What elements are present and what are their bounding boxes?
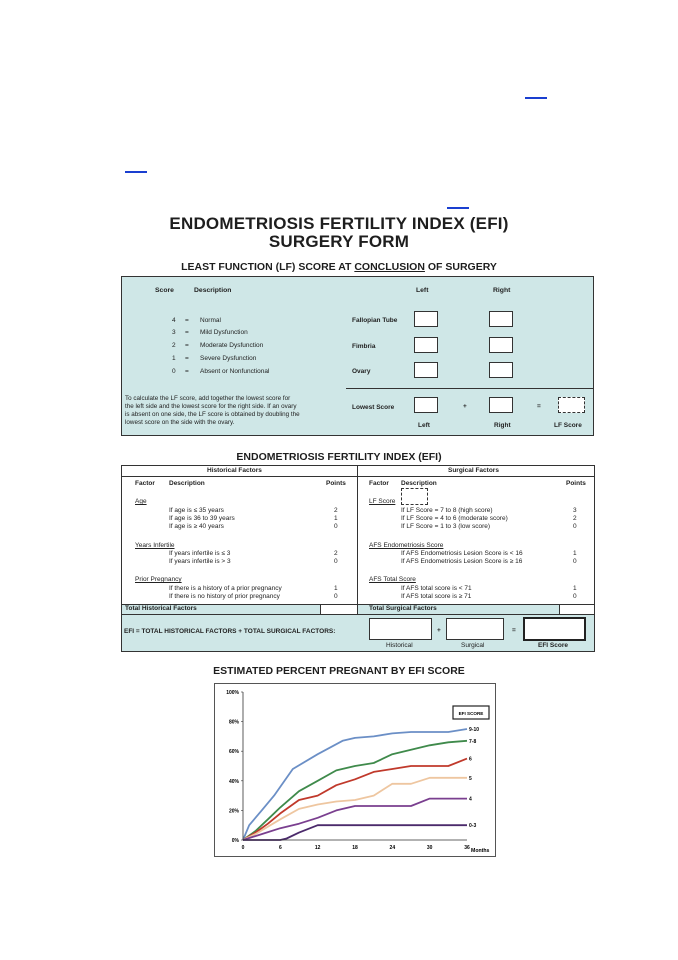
factor-row-pts: 1 [573,585,577,592]
scale-label: Absent or Nonfunctional [200,368,270,375]
factor-row-pts: 1 [573,550,577,557]
factor-row-pts: 2 [334,507,338,514]
structure-label-ovary: Ovary [352,368,371,375]
historical-factors-header: Historical Factors [207,467,262,474]
factor-row-desc: If age is 36 to 39 years [169,515,235,522]
series-line-4 [243,799,467,840]
plus-sign: + [463,403,467,410]
efi-header-line [122,476,594,477]
lf-instructions-line: To calculate the LF score, add together the lowest score for [125,395,291,402]
series-end-label: 5 [469,775,472,782]
scale-eq: = [185,368,189,375]
y-tick-label: 100% [226,690,239,696]
series-end-label: 4 [469,796,472,803]
efi-table [121,465,595,652]
efi-plus-sign: + [437,627,441,634]
efi-pregnancy-chart [215,684,495,856]
factor-row-pts: 2 [334,550,338,557]
lf-instructions [125,395,343,427]
factor-afs-total: AFS Total Score [369,576,416,583]
structure-label-fallopian-tube: Fallopian Tube [352,317,398,324]
x-tick-label: 12 [314,845,321,851]
scale-score: 1 [172,355,176,362]
y-tick-label: 20% [228,808,239,815]
lf-instructions-line: lowest score on the side with the ovary. [125,419,235,426]
factor-age: Age [135,498,147,505]
lf-header-right: Right [493,287,511,294]
legend-title: EFI SCORE [458,711,484,716]
link-underline-1[interactable] [525,97,547,99]
lf-score-reference-box [401,488,428,505]
scale-score: 2 [172,342,176,349]
efi-section-title: ENDOMETRIOSIS FERTILITY INDEX (EFI) [236,451,442,463]
factor-row-pts: 1 [334,585,338,592]
lf-score-panel [121,276,594,436]
scale-eq: = [185,342,189,349]
structure-label-fimbria: Fimbria [352,343,376,350]
factor-row-desc: If LF Score = 7 to 8 (high score) [401,507,493,514]
lf-divider [346,388,594,389]
total-surgical-label: Total Surgical Factors [369,605,437,612]
hist-col-factor: Factor [135,480,155,487]
factor-row-pts: 0 [334,593,338,600]
factor-row-desc: If years infertile is ≤ 3 [169,550,231,557]
lf-score-result-input[interactable] [558,397,585,413]
lf-title-underlined: CONCLUSION [354,261,425,273]
y-tick-label: 0% [231,838,239,844]
factor-row-desc: If AFS total score is < 71 [401,585,472,592]
total-historical-label: Total Historical Factors [125,605,197,612]
factor-row-desc: If there is a history of a prior pregnancy [169,585,282,592]
footer-left-label: Left [418,422,430,429]
efi-chart-frame [214,683,496,857]
x-tick-label: 30 [426,845,433,851]
series-end-label: 6 [469,756,472,763]
x-axis-label: Months [471,848,490,854]
factor-row-pts: 1 [334,515,338,522]
factor-row-desc: If age is ≤ 35 years [169,507,224,514]
factor-row-desc: If LF Score = 1 to 3 (low score) [401,523,491,530]
efi-equals-sign: = [512,627,516,634]
surg-col-description: Description [401,480,437,487]
total-surgical-input[interactable] [560,605,594,614]
factor-row-desc: If AFS Endometriosis Lesion Score is ≥ 16 [401,558,523,565]
hist-col-description: Description [169,480,205,487]
scale-label: Moderate Dysfunction [200,342,264,349]
factor-row-pts: 0 [573,558,577,565]
x-tick-label: 36 [464,845,470,851]
surgical-total-input[interactable] [446,618,504,640]
footer-right-label: Right [494,422,511,429]
surgical-box-label: Surgical [461,642,485,649]
efi-formula-label: EFI = TOTAL HISTORICAL FACTORS + TOTAL SURGICAL FACTORS: [124,628,336,635]
efi-score-input[interactable] [523,617,586,641]
factor-row-desc: If LF Score = 4 to 6 (moderate score) [401,515,508,522]
scale-label: Mild Dysfunction [200,329,248,336]
equals-sign: = [537,403,541,410]
y-tick-label: 80% [228,719,239,726]
chart-title: ESTIMATED PERCENT PREGNANT BY EFI SCORE [213,665,465,677]
factor-row-pts: 0 [334,523,338,530]
hist-col-points: Points [326,480,346,487]
historical-box-label: Historical [386,642,413,649]
series-line-9-10 [243,729,467,840]
x-tick-label: 6 [278,845,282,851]
y-tick-label: 60% [228,749,239,756]
series-end-label: 0-3 [469,823,477,830]
scale-label: Normal [200,317,221,324]
factor-afs-endometriosis: AFS Endometriosis Score [369,542,444,549]
lf-header-score: Score [155,287,174,294]
fallopian-tube-left-input[interactable] [414,311,438,327]
scale-eq: = [185,355,189,362]
fimbria-right-input[interactable] [489,337,513,353]
factor-years-infertile: Years Infertile [135,542,175,549]
factor-row-desc: If AFS total score is ≥ 71 [401,593,472,600]
fimbria-left-input[interactable] [414,337,438,353]
lowest-score-left-input[interactable] [414,397,438,413]
factor-lf-score: LF Score [369,498,396,505]
link-underline-2[interactable] [125,171,147,173]
scale-score: 0 [172,368,176,375]
scale-eq: = [185,329,189,336]
factor-row-desc: If AFS Endometriosis Lesion Score is < 16 [401,550,523,557]
efi-center-divider [357,466,358,615]
factor-row-desc: If there is no history of prior pregnancy [169,593,280,600]
total-historical-input[interactable] [321,605,357,614]
lf-header-description: Description [194,287,232,294]
scale-score: 3 [172,329,176,336]
link-underline-3[interactable] [447,207,469,209]
form-title-line1: ENDOMETRIOSIS FERTILITY INDEX (EFI) [169,214,509,233]
lf-header-left: Left [416,287,429,294]
surgical-factors-header: Surgical Factors [448,467,499,474]
x-tick-label: 0 [241,845,245,851]
lf-title-post: OF SURGERY [424,261,497,273]
efi-score-box-label: EFI Score [538,642,568,649]
lf-section-title [0,261,678,273]
surg-col-factor: Factor [369,480,389,487]
x-tick-label: 18 [352,845,358,851]
series-line-5 [243,778,467,840]
scale-score: 4 [172,317,176,324]
footer-lf-score-label: LF Score [554,422,582,429]
x-tick-label: 24 [389,845,396,851]
lf-instructions-line: is absent on one side, the LF score is obtained by doubling the [125,411,300,418]
lf-title-pre: LEAST FUNCTION (LF) SCORE AT [181,261,355,273]
scale-label: Severe Dysfunction [200,355,257,362]
factor-row-pts: 0 [573,523,577,530]
lowest-score-label: Lowest Score [352,404,395,411]
series-end-label: 9-10 [469,727,480,733]
factor-row-pts: 3 [573,507,577,514]
ovary-left-input[interactable] [414,362,438,378]
factor-row-pts: 0 [334,558,338,565]
factor-row-pts: 2 [573,515,577,522]
factor-row-desc: If years infertile is > 3 [169,558,231,565]
ovary-right-input[interactable] [489,362,513,378]
fallopian-tube-right-input[interactable] [489,311,513,327]
series-end-label: 7-8 [469,738,477,745]
factor-row-desc: If age is ≥ 40 years [169,523,224,530]
historical-total-input[interactable] [369,618,432,640]
factor-prior-pregnancy: Prior Pregnancy [135,576,182,583]
factor-row-pts: 0 [573,593,577,600]
y-tick-label: 40% [228,778,239,785]
series-line-0-3 [243,825,467,840]
scale-eq: = [185,317,189,324]
surg-col-points: Points [566,480,586,487]
form-title-line2: SURGERY FORM [268,232,410,251]
lf-instructions-line: the left side and the lowest score for the right side. If an ovary [125,403,297,410]
lowest-score-right-input[interactable] [489,397,513,413]
